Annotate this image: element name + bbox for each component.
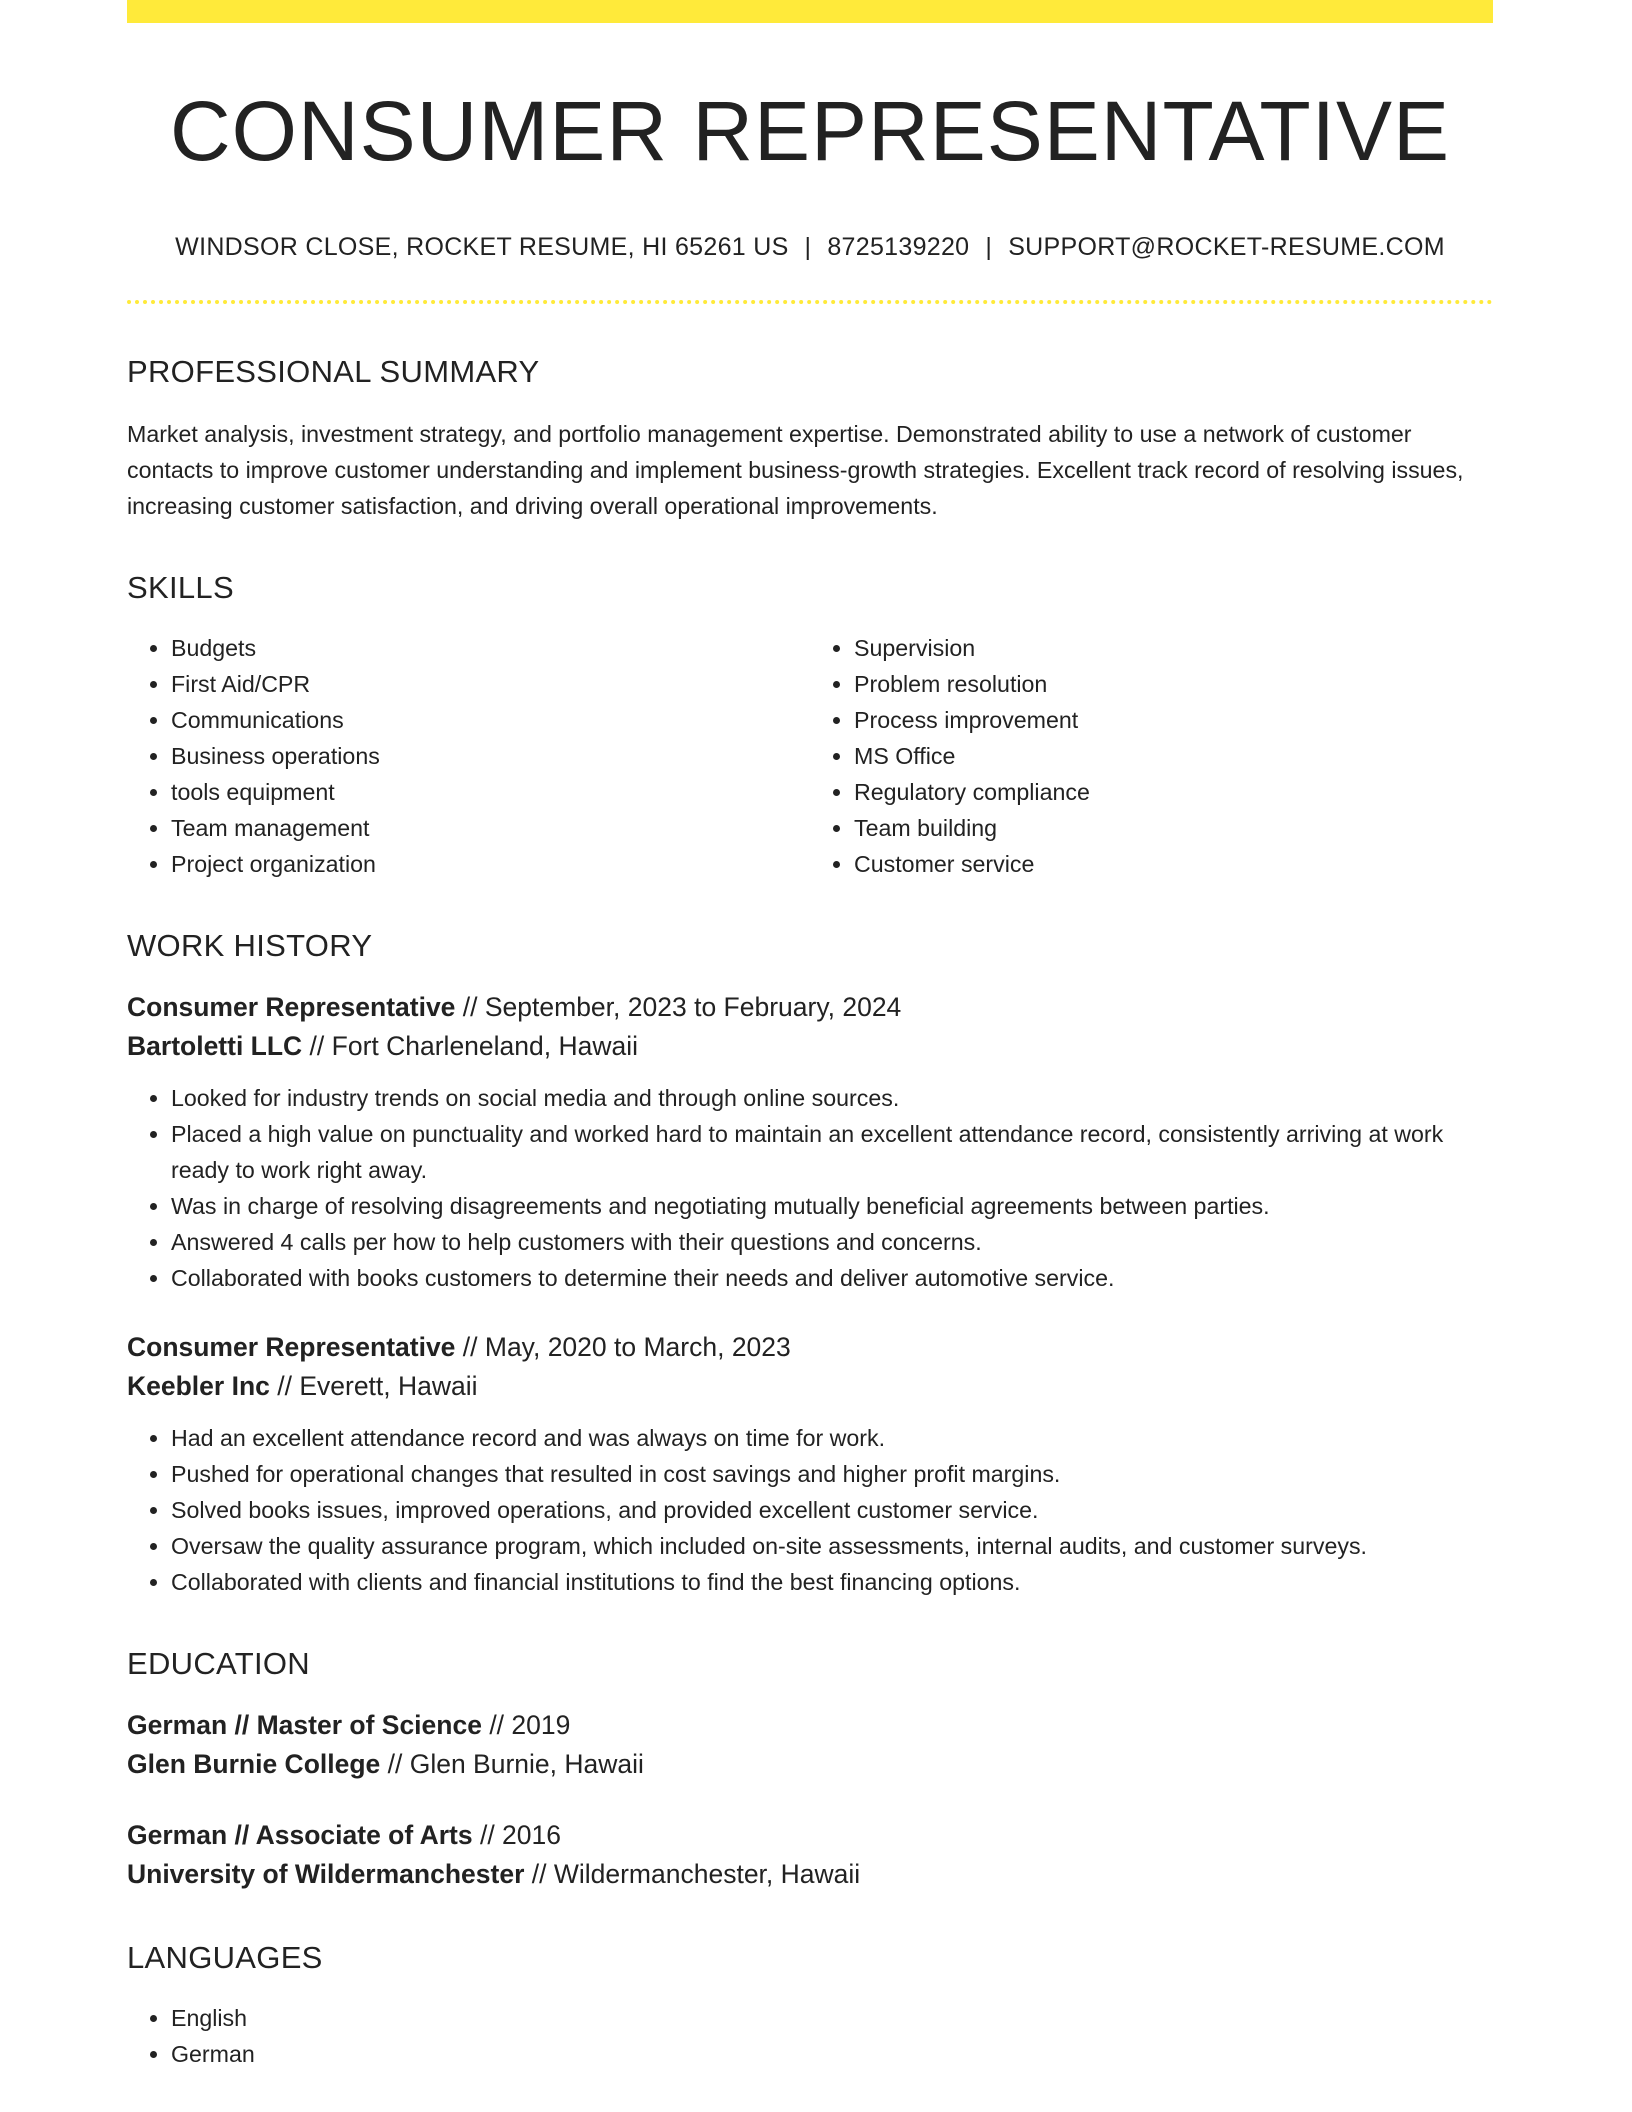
job-company: Keebler Inc <box>127 1371 270 1402</box>
job-role: Consumer Representative <box>127 1332 456 1363</box>
job-bullet: • Answered 4 calls per how to help customers with their questions and concerns. <box>171 1224 1493 1260</box>
job-bullet: • Had an excellent attendance record and was always on time for work. <box>171 1420 1493 1456</box>
degree-line <box>127 1706 1493 1745</box>
degree-year: // 2019 <box>481 1710 571 1741</box>
job-bullet: • Placed a high value on punctuality and worked hard to maintain an excellent attendance record, consistently arriving at work ready to work right away. <box>171 1116 1493 1188</box>
job-bullet: • Pushed for operational changes that resulted in cost savings and higher profit margins. <box>171 1456 1493 1492</box>
job-dates: // September, 2023 to February, 2024 <box>455 992 902 1023</box>
skill-item: • Project organization <box>171 846 810 882</box>
job-company-line <box>127 1027 1493 1066</box>
summary-section <box>127 354 1493 524</box>
degree-line <box>127 1816 1493 1855</box>
skill-item: • MS Office <box>854 738 1493 774</box>
contact-separator: | <box>804 233 812 262</box>
skill-item: • Communications <box>171 702 810 738</box>
language-item: • English <box>171 2000 1493 2036</box>
languages-section <box>127 1940 1493 2072</box>
skill-item: • Team building <box>854 810 1493 846</box>
job-bullet: • Looked for industry trends on social media and through online sources. <box>171 1080 1493 1116</box>
education-entry <box>127 1816 1493 1894</box>
dotted-divider <box>127 300 1493 304</box>
skills-columns <box>127 630 1493 882</box>
job-bullet: • Was in charge of resolving disagreements and negotiating mutually beneficial agreements between parties. <box>171 1188 1493 1224</box>
school: Glen Burnie College <box>127 1749 381 1780</box>
education-entry <box>127 1706 1493 1784</box>
skill-item: • tools equipment <box>171 774 810 810</box>
skills-section <box>127 570 1493 882</box>
job-title-line <box>127 1328 1493 1367</box>
skill-item: • First Aid/CPR <box>171 666 810 702</box>
contact-phone: 8725139220 <box>827 233 970 262</box>
summary-text: Market analysis, investment strategy, and portfolio management expertise. Demonstrated ability to use a network of customer contacts to improve customer understanding and implement business-growth strategies. Excellent track record of resolving issues, increasing customer satisfaction, and driving overall operational improvements. <box>127 421 1464 520</box>
school-line <box>127 1745 1493 1784</box>
skill-item: • Process improvement <box>854 702 1493 738</box>
degree: German // Master of Science <box>127 1710 482 1741</box>
job-location: // Fort Charleneland, Hawaii <box>302 1031 639 1062</box>
skill-item: • Team management <box>171 810 810 846</box>
skill-item: • Business operations <box>171 738 810 774</box>
contact-line <box>127 233 1493 262</box>
job-entry <box>127 988 1493 1296</box>
work-history-heading: WORK HISTORY <box>127 928 373 964</box>
skill-item: • Budgets <box>171 630 810 666</box>
degree-year: // 2016 <box>472 1820 561 1851</box>
job-company: Bartoletti LLC <box>127 1031 303 1062</box>
resume-page <box>127 0 1493 2072</box>
job-role: Consumer Representative <box>127 992 456 1023</box>
top-accent-bar <box>127 0 1493 23</box>
job-bullet: • Solved books issues, improved operations, and provided excellent customer service. <box>171 1492 1493 1528</box>
job-bullets <box>127 1420 1493 1600</box>
contact-email[interactable]: SUPPORT@ROCKET-RESUME.COM <box>1008 233 1445 262</box>
job-bullet: • Collaborated with books customers to determine their needs and deliver automotive service. <box>171 1260 1493 1296</box>
job-bullet: • Collaborated with clients and financial institutions to find the best financing options. <box>171 1564 1493 1600</box>
job-bullet: • Oversaw the quality assurance program, which included on-site assessments, internal audits, and customer surveys. <box>171 1528 1493 1564</box>
languages-list <box>127 2000 1493 2072</box>
job-entry <box>127 1328 1493 1600</box>
job-dates: // May, 2020 to March, 2023 <box>455 1332 791 1363</box>
languages-heading: LANGUAGES <box>127 1940 323 1976</box>
summary-heading: PROFESSIONAL SUMMARY <box>127 354 540 390</box>
education-heading: EDUCATION <box>127 1646 310 1682</box>
skill-item: • Problem resolution <box>854 666 1493 702</box>
school-line <box>127 1855 1493 1894</box>
job-company-line <box>127 1367 1493 1406</box>
language-item: • German <box>171 2036 1493 2072</box>
contact-address: WINDSOR CLOSE, ROCKET RESUME, HI 65261 US <box>175 233 789 262</box>
school-location: // Glen Burnie, Hawaii <box>380 1749 644 1780</box>
work-history-section <box>127 928 1493 1600</box>
job-location: // Everett, Hawaii <box>269 1371 478 1402</box>
skills-list-right <box>810 630 1493 882</box>
contact-separator: | <box>985 233 993 262</box>
job-bullets <box>127 1080 1493 1296</box>
job-title-line <box>127 988 1493 1027</box>
education-section <box>127 1646 1493 1894</box>
school-location: // Wildermanchester, Hawaii <box>524 1859 861 1890</box>
skill-item: • Customer service <box>854 846 1493 882</box>
school: University of Wildermanchester <box>127 1859 525 1890</box>
skill-item: • Regulatory compliance <box>854 774 1493 810</box>
skills-heading: SKILLS <box>127 570 234 606</box>
degree: German // Associate of Arts <box>127 1820 473 1851</box>
resume-name: CONSUMER REPRESENTATIVE <box>169 84 1451 178</box>
skills-list-left <box>127 630 810 882</box>
skill-item: • Supervision <box>854 630 1493 666</box>
